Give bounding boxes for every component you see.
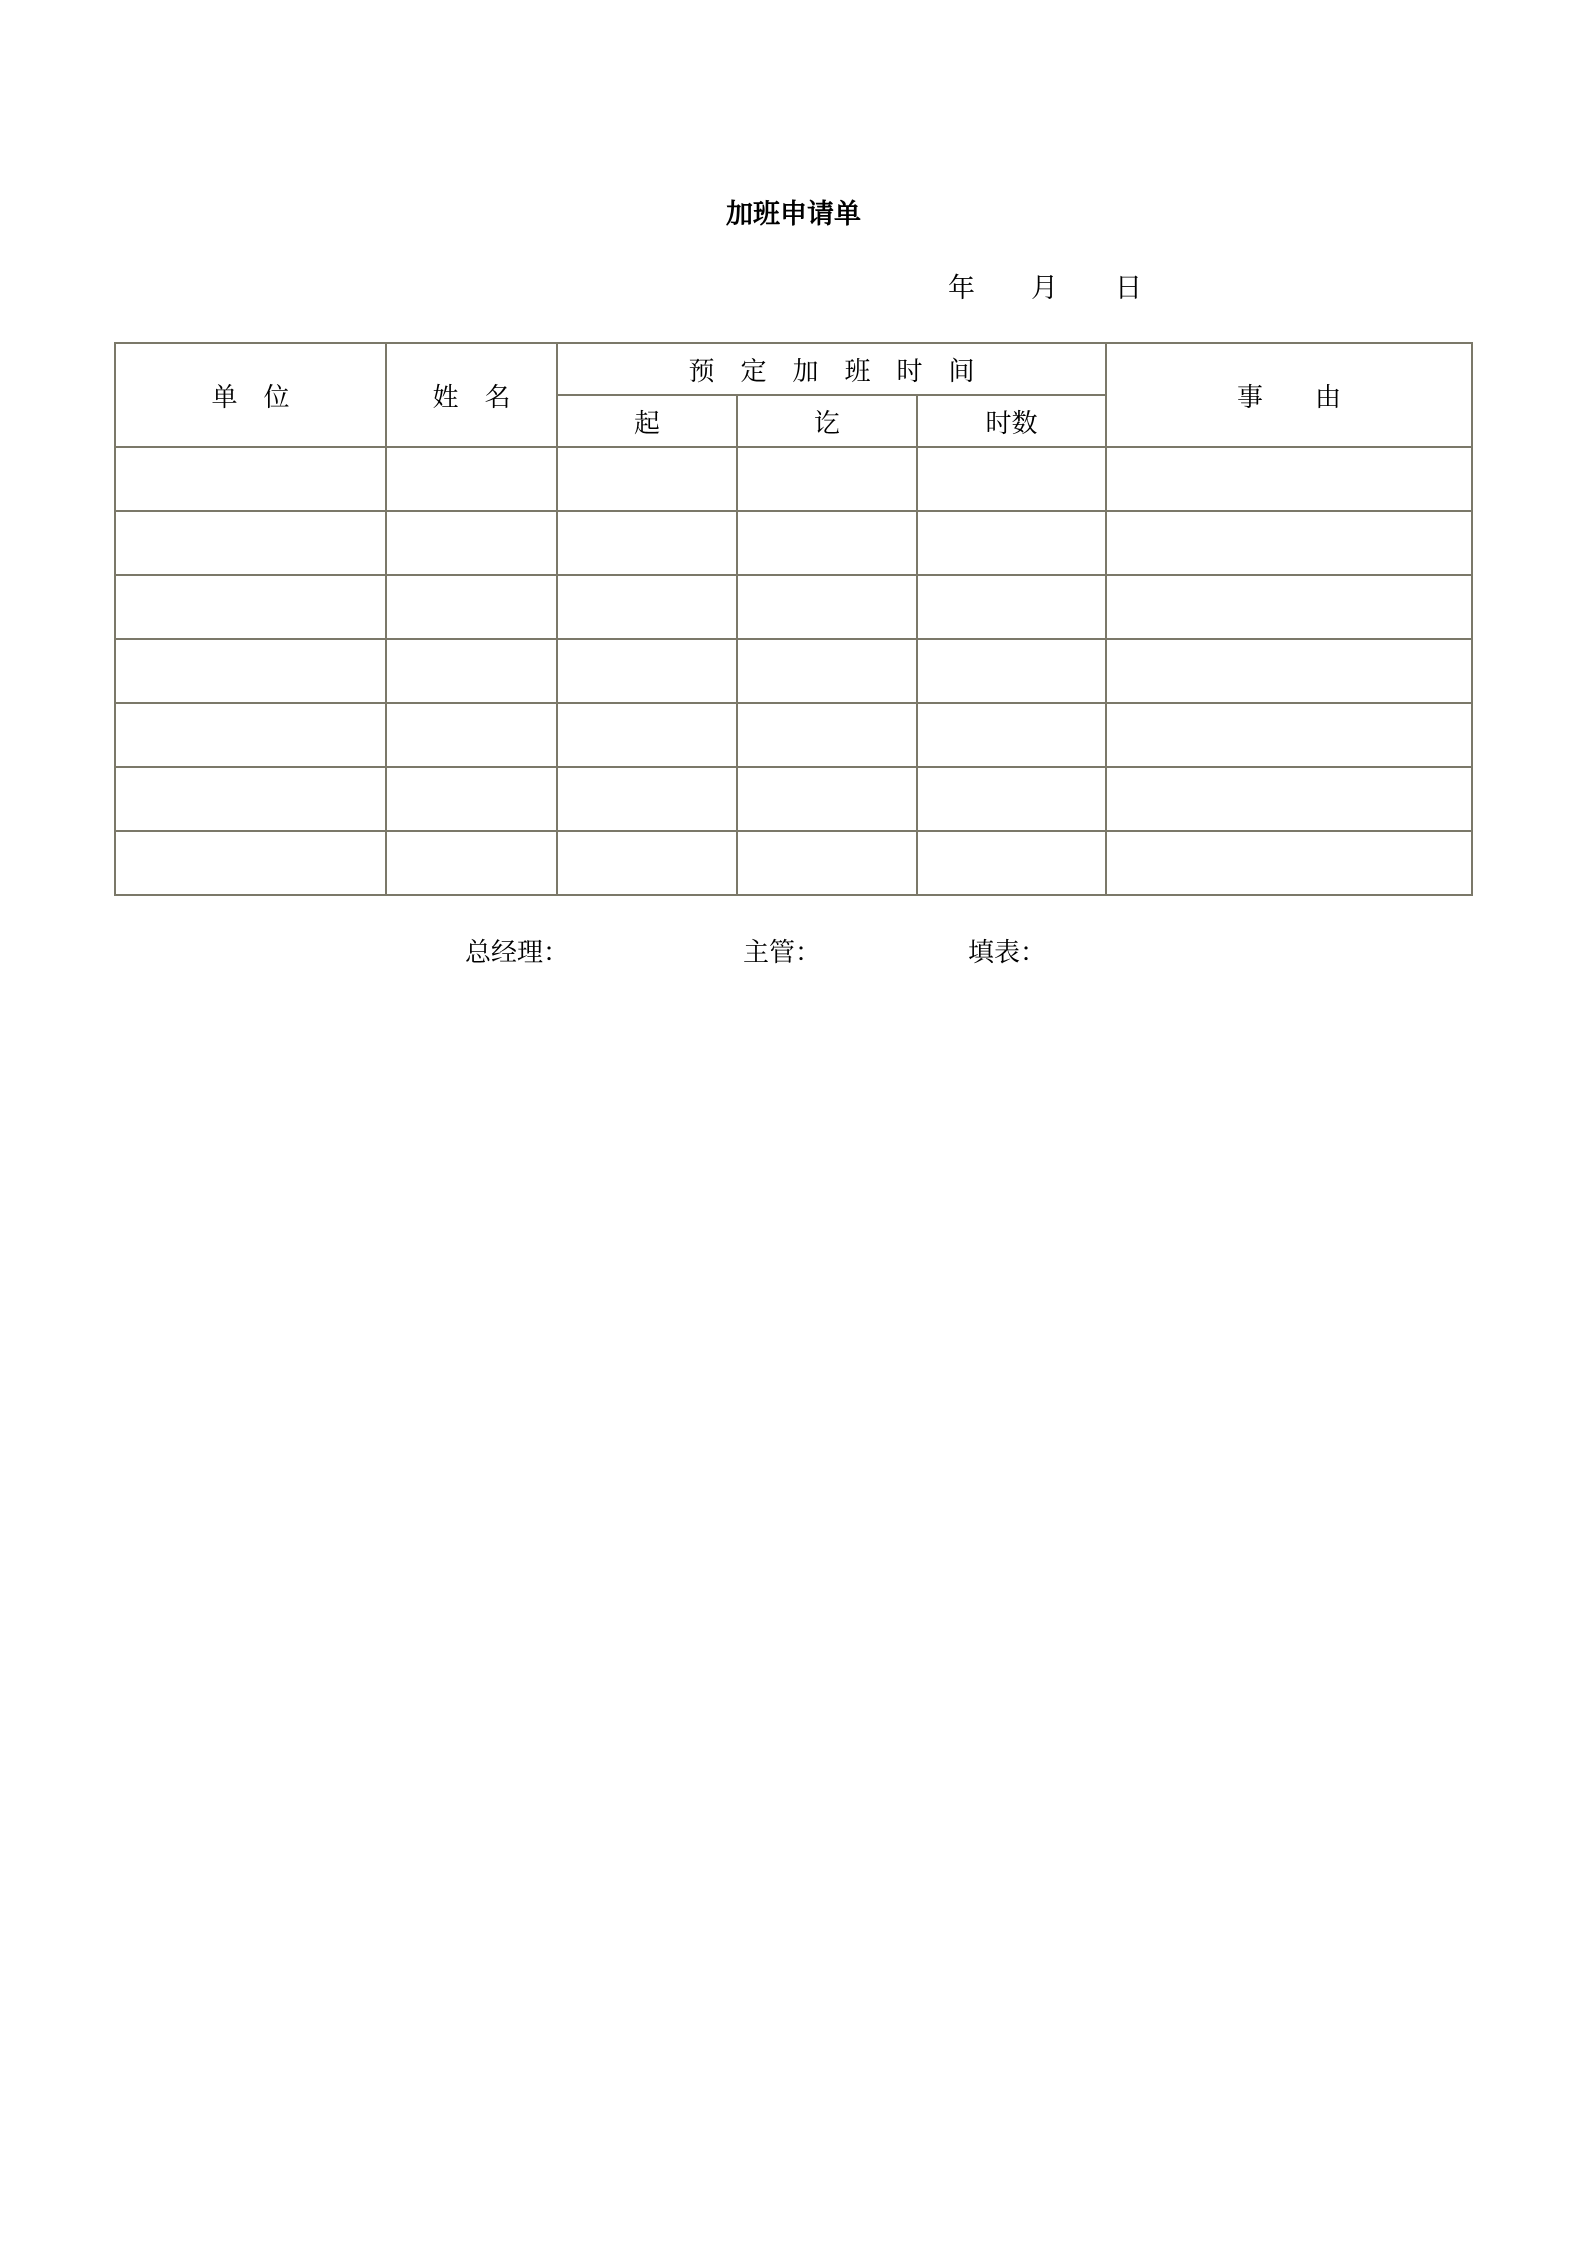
header-name: 姓 名: [386, 343, 557, 447]
supervisor-label: 主管：: [743, 938, 822, 968]
table-row: [115, 575, 1472, 639]
cell-reason[interactable]: [1106, 575, 1472, 639]
form-title: 加班申请单: [726, 199, 861, 230]
date-year-label: 年: [948, 273, 975, 304]
cell-reason[interactable]: [1106, 639, 1472, 703]
date-month-label: 月: [1031, 273, 1058, 304]
cell-name[interactable]: [386, 767, 557, 831]
cell-name[interactable]: [386, 575, 557, 639]
header-end: 讫: [737, 395, 917, 447]
cell-name[interactable]: [386, 447, 557, 511]
cell-name[interactable]: [386, 831, 557, 895]
header-reason: 事 由: [1106, 343, 1472, 447]
cell-start[interactable]: [557, 447, 737, 511]
cell-start[interactable]: [557, 511, 737, 575]
cell-end[interactable]: [737, 511, 917, 575]
cell-unit[interactable]: [115, 639, 386, 703]
cell-hours[interactable]: [917, 447, 1106, 511]
table-row: [115, 511, 1472, 575]
header-start: 起: [557, 395, 737, 447]
header-unit: 单 位: [115, 343, 386, 447]
cell-reason[interactable]: [1106, 703, 1472, 767]
cell-unit[interactable]: [115, 831, 386, 895]
cell-reason[interactable]: [1106, 447, 1472, 511]
filled-by-label: 填表：: [968, 938, 1047, 968]
cell-name[interactable]: [386, 639, 557, 703]
table-row: [115, 639, 1472, 703]
cell-end[interactable]: [737, 575, 917, 639]
header-hours: 时数: [917, 395, 1106, 447]
cell-unit[interactable]: [115, 575, 386, 639]
cell-hours[interactable]: [917, 703, 1106, 767]
cell-hours[interactable]: [917, 767, 1106, 831]
table-row: [115, 831, 1472, 895]
table-row: [115, 447, 1472, 511]
cell-start[interactable]: [557, 575, 737, 639]
cell-hours[interactable]: [917, 575, 1106, 639]
general-manager-label: 总经理：: [465, 938, 570, 968]
cell-unit[interactable]: [115, 511, 386, 575]
cell-reason[interactable]: [1106, 767, 1472, 831]
cell-end[interactable]: [737, 831, 917, 895]
cell-start[interactable]: [557, 639, 737, 703]
cell-start[interactable]: [557, 703, 737, 767]
cell-reason[interactable]: [1106, 511, 1472, 575]
cell-reason[interactable]: [1106, 831, 1472, 895]
cell-unit[interactable]: [115, 703, 386, 767]
cell-name[interactable]: [386, 511, 557, 575]
overtime-table: [114, 342, 1473, 896]
cell-start[interactable]: [557, 831, 737, 895]
cell-start[interactable]: [557, 767, 737, 831]
cell-unit[interactable]: [115, 447, 386, 511]
cell-hours[interactable]: [917, 639, 1106, 703]
cell-end[interactable]: [737, 703, 917, 767]
cell-end[interactable]: [737, 639, 917, 703]
cell-end[interactable]: [737, 767, 917, 831]
table-row: [115, 767, 1472, 831]
cell-name[interactable]: [386, 703, 557, 767]
header-scheduled-time: 预 定 加 班 时 间: [557, 343, 1106, 395]
cell-unit[interactable]: [115, 767, 386, 831]
cell-hours[interactable]: [917, 511, 1106, 575]
table-row: [115, 703, 1472, 767]
cell-hours[interactable]: [917, 831, 1106, 895]
date-day-label: 日: [1115, 273, 1142, 304]
cell-end[interactable]: [737, 447, 917, 511]
